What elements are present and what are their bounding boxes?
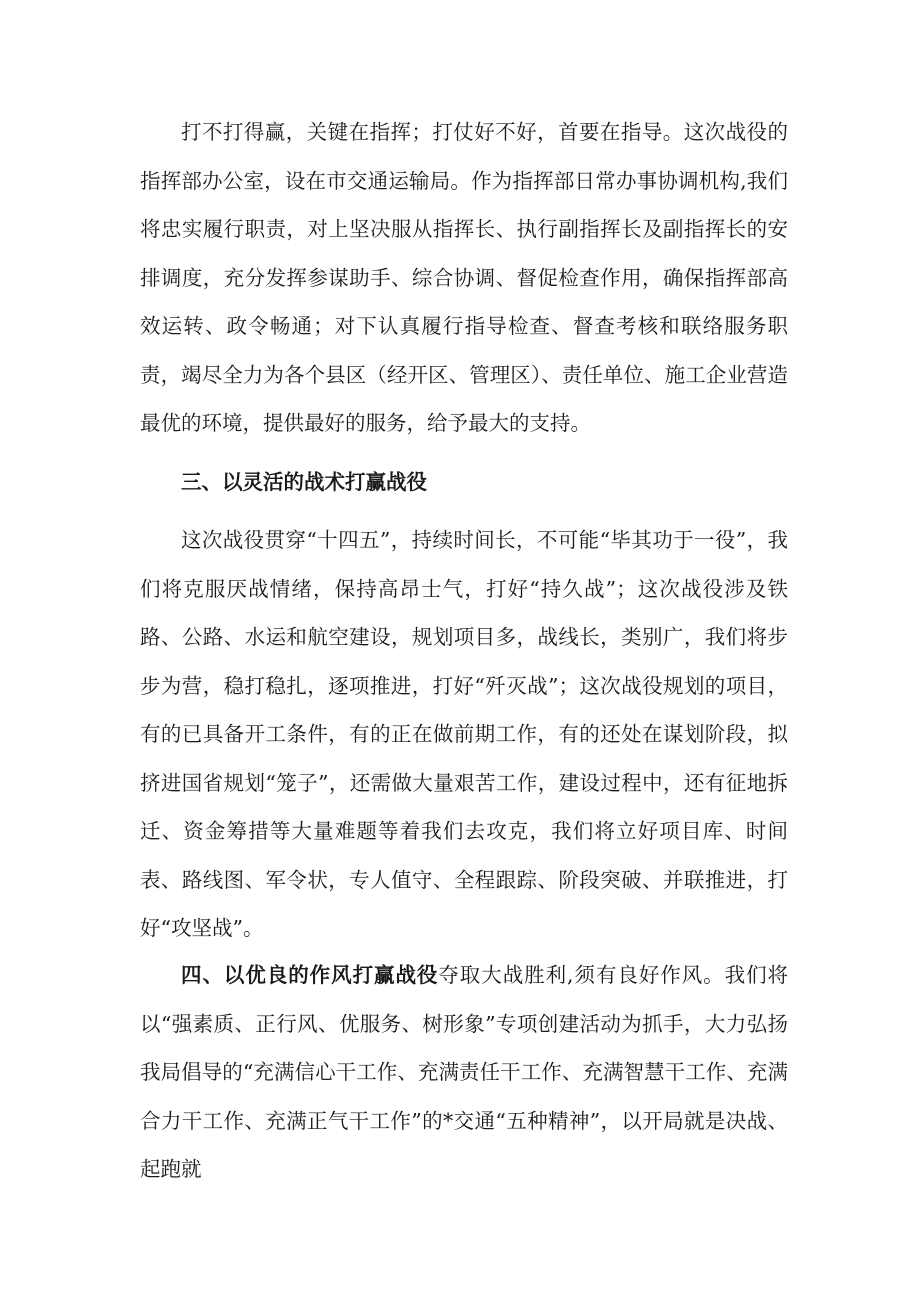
paragraph-command: 打不打得赢，关键在指挥；打仗好不好，首要在指导。这次战役的指挥部办公室，设在市交通运输局。作为指挥部日常办事协调机构,我们将忠实履行职责，对上坚决服从指挥长、执行副指挥长及副指挥长的安排调度，充分发挥参谋助手、综合协调、督促检查作用，确保指挥部高效运转、政令畅通；对下认真履行指导检查、督查考核和联络服务职责，竭尽全力为各个县区（经开区、管理区）、责任单位、施工企业营造最优的环境，提供最好的服务，给予最大的支持。	[140, 120, 788, 435]
paragraph-style	[140, 951, 788, 1194]
section-heading-style: 四、以优良的作风打赢战役	[181, 963, 439, 987]
paragraph-style-body: 夺取大战胜利,须有良好作风。我们将以“强素质、正行风、优服务、树形象”专项创建活动为抓手，大力弘扬我局倡导的“充满信心干工作、充满责任干工作、充满智慧干工作、充满合力干工作、充满正气干工作”的*交通“五种精神”，以开局就是决战、起跑就	[140, 963, 789, 1181]
paragraph-tactics: 这次战役贯穿“十四五”，持续时间长，不可能“毕其功于一役”，我们将克服厌战情绪，保持高昂士气，打好“持久战”；这次战役涉及铁路、公路、水运和航空建设，规划项目多，战线长，类别广，我们将步步为营，稳打稳扎，逐项推进，打好“歼灭战”；这次战役规划的项目，有的已具备开工条件，有的正在做前期工作，有的还处在谋划阶段，拟挤进国省规划“笼子”，还需做大量艰苦工作，建设过程中，还有征地拆迁、资金筹措等大量难题等着我们去攻克，我们将立好项目库、时间表、路线图、军令状，专人值守、全程跟踪、阶段突破、并联推进，打好“攻坚战”。	[140, 528, 788, 940]
section-heading-tactics: 三、以灵活的战术打赢战役	[181, 470, 427, 494]
